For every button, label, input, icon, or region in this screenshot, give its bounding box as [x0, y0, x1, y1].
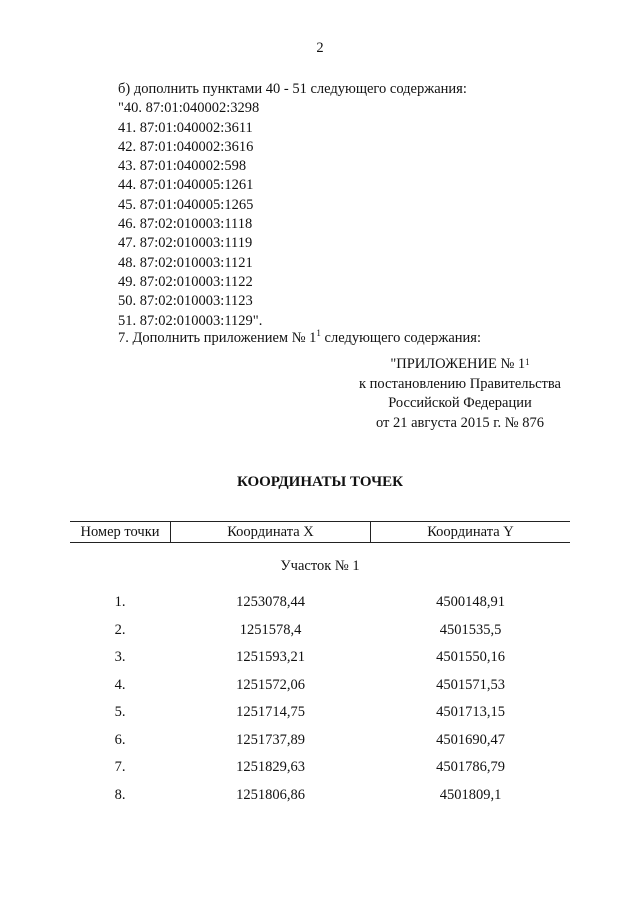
section-label: Участок № 1 [280, 558, 360, 574]
coordinate-y: 4501786,79 [436, 759, 505, 775]
appendix-ref-line: Российской Федерации [388, 395, 532, 411]
add-appendix-instruction [118, 330, 481, 347]
document-title: КООРДИНАТЫ ТОЧЕК [236, 474, 404, 490]
column-header-point: Номер точки [70, 522, 171, 542]
point-number: 3. [114, 649, 126, 665]
point-number: 2. [114, 621, 126, 638]
table-row [70, 594, 570, 622]
instruction-text: 7. Дополнить приложением № 1 [118, 330, 317, 346]
appendix-title-text: "ПРИЛОЖЕНИЕ № 1 [390, 356, 526, 372]
page-number: 2 [316, 40, 324, 56]
point-number: 6. [114, 731, 126, 748]
coordinate-x: 1251737,89 [236, 731, 305, 748]
amendment-list [118, 80, 467, 331]
amendment-item: 42. 87:01:040002:3616 [118, 138, 254, 155]
coordinate-x: 1251578,4 [239, 621, 302, 638]
appendix-ref-line: к постановлению Правительства [359, 375, 561, 392]
coordinate-y: 4501690,47 [436, 731, 505, 748]
coordinate-x: 1251806,86 [236, 786, 305, 803]
table-row [70, 732, 570, 760]
coordinate-y: 4501571,53 [436, 676, 505, 693]
table-header [70, 521, 570, 543]
table-row [70, 649, 570, 677]
column-header-x: Координата X [171, 522, 371, 542]
coordinate-y: 4501550,16 [436, 649, 505, 665]
table-row [70, 787, 570, 815]
appendix-date-line: от 21 августа 2015 г. № 876 [375, 414, 545, 431]
amendment-item: 51. 87:02:010003:1129". [118, 312, 263, 329]
coordinate-x: 1253078,44 [236, 594, 305, 610]
point-number: 7. [114, 759, 126, 775]
amendment-item: 50. 87:02:010003:1123 [118, 293, 253, 310]
amendment-item: 49. 87:02:010003:1122 [118, 273, 253, 290]
coordinate-y: 4501809,1 [439, 786, 502, 803]
table-row [70, 759, 570, 787]
amendment-heading: б) дополнить пунктами 40 - 51 следующего содержания: [118, 81, 467, 97]
coordinate-x: 1251593,21 [236, 649, 305, 665]
instruction-superscript: 1 [316, 328, 321, 338]
amendment-item: 48. 87:02:010003:1121 [118, 254, 253, 271]
coordinate-x: 1251572,06 [236, 676, 305, 693]
point-number: 1. [114, 594, 126, 610]
point-number: 4. [114, 676, 126, 693]
coordinate-y: 4501713,15 [436, 704, 505, 720]
point-number: 8. [114, 786, 126, 803]
coordinate-x: 1251714,75 [236, 704, 305, 720]
amendment-item: 44. 87:01:040005:1261 [118, 177, 254, 194]
coordinate-y: 4500148,91 [436, 594, 505, 610]
amendment-item: 46. 87:02:010003:1118 [118, 216, 253, 233]
table-row [70, 622, 570, 650]
coordinate-x: 1251829,63 [236, 759, 305, 775]
amendment-item: 41. 87:01:040002:3611 [118, 119, 253, 136]
appendix-superscript: 1 [525, 357, 530, 367]
appendix-title [320, 355, 600, 375]
appendix-header [320, 355, 600, 433]
coordinates-table-body [70, 594, 570, 814]
point-number: 5. [114, 704, 126, 720]
amendment-item: "40. 87:01:040002:3298 [118, 100, 260, 117]
table-row [70, 677, 570, 705]
amendment-item: 47. 87:02:010003:1119 [118, 235, 253, 252]
amendment-item: 45. 87:01:040005:1265 [118, 196, 254, 213]
column-header-y: Координата Y [427, 524, 514, 540]
coordinate-y: 4501535,5 [439, 621, 502, 638]
instruction-text-end: следующего содержания: [320, 330, 481, 346]
table-row [70, 704, 570, 732]
amendment-item: 43. 87:01:040002:598 [118, 158, 247, 175]
